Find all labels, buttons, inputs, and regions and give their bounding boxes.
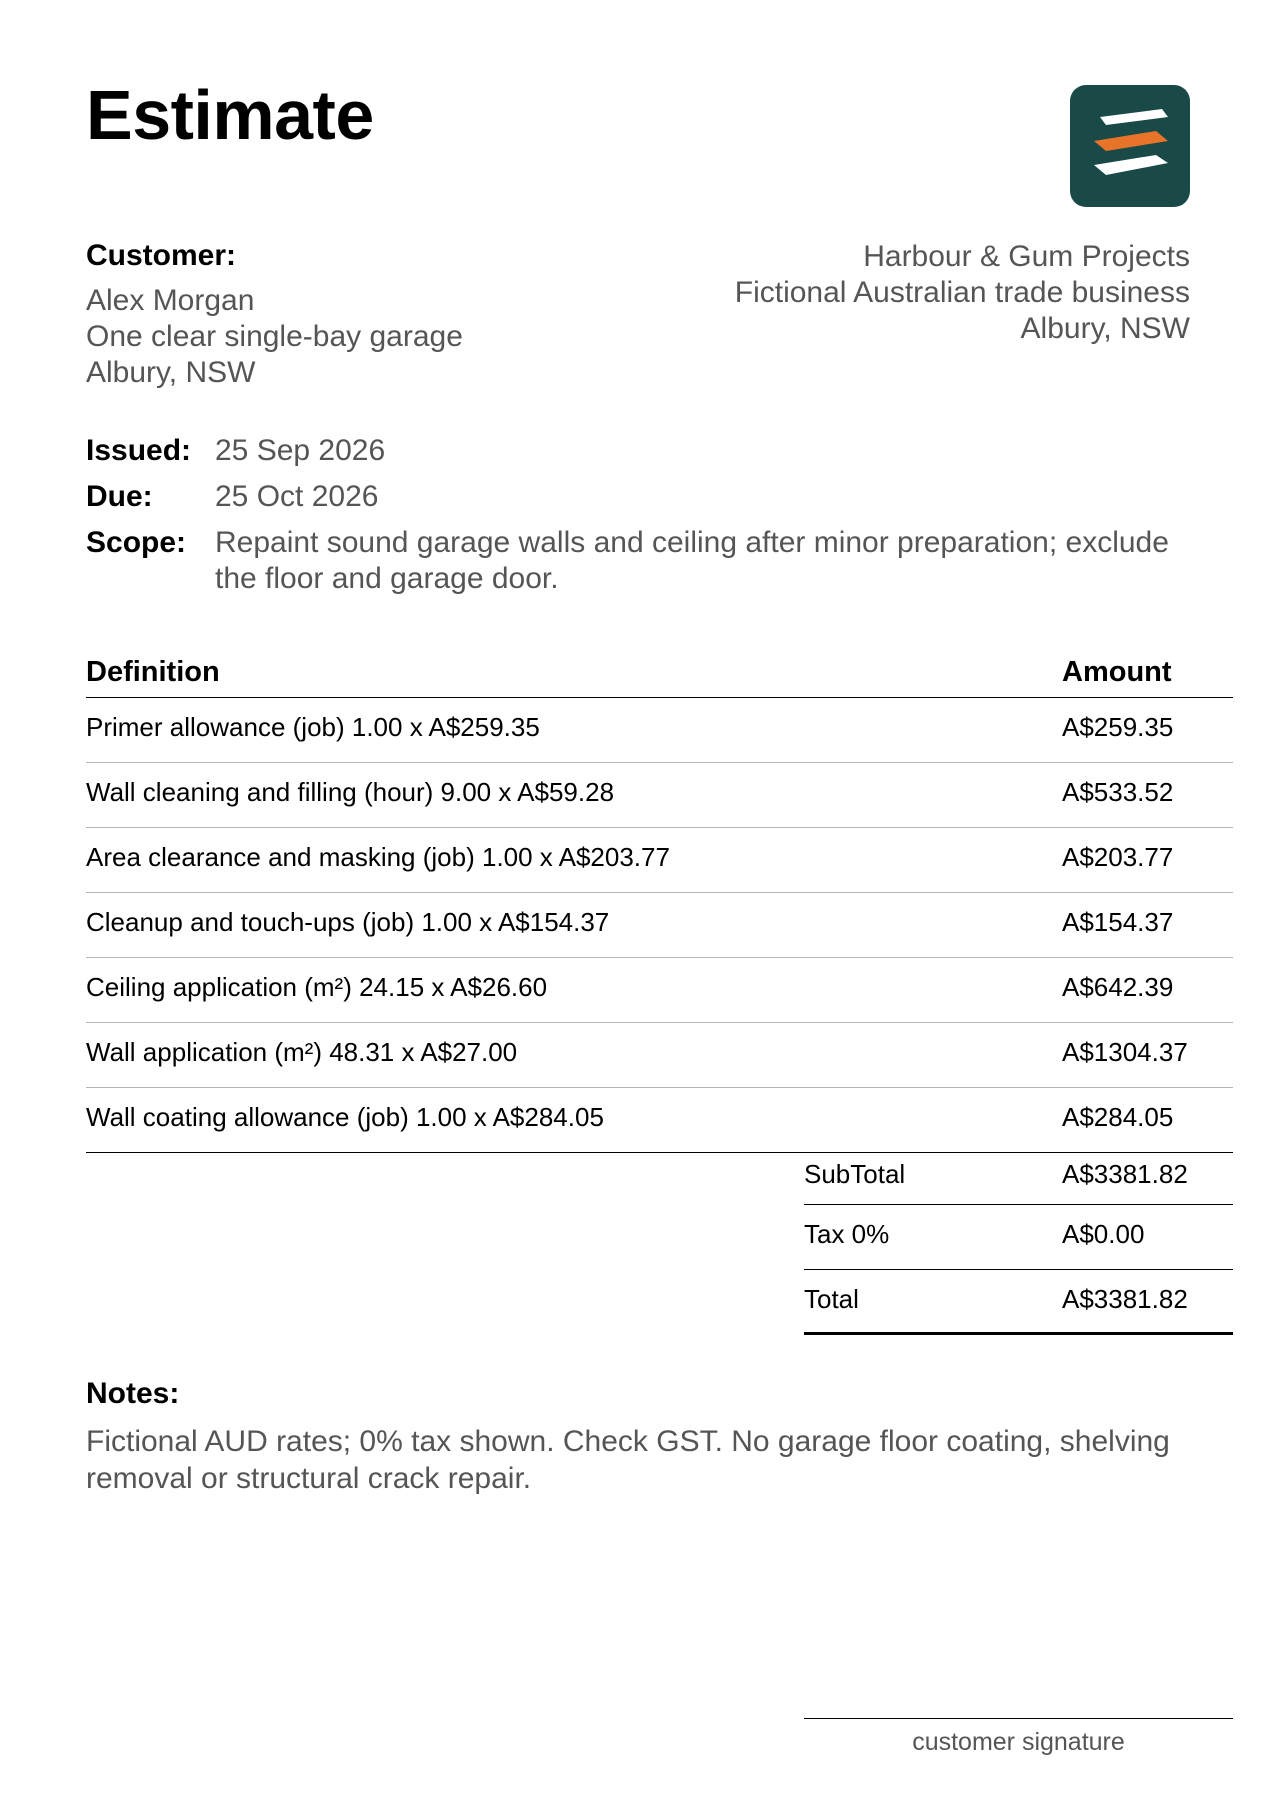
signature-label: customer signature xyxy=(912,1728,1125,1756)
table-row xyxy=(86,1023,1233,1088)
item-amount: A$1304.37 xyxy=(1062,1037,1188,1067)
table-row xyxy=(86,828,1233,893)
item-amount: A$284.05 xyxy=(1062,1102,1174,1132)
total-label: Total xyxy=(804,1284,859,1314)
customer-name: Alex Morgan xyxy=(86,284,255,317)
issued-date: 25 Sep 2026 xyxy=(215,434,386,467)
table-row xyxy=(86,763,1233,828)
logo-stripe-bottom xyxy=(1094,155,1168,175)
business-description: Fictional Australian trade business xyxy=(734,276,1190,309)
item-definition: Wall coating allowance (job) 1.00 x A$284.05 xyxy=(86,1102,604,1132)
total-row xyxy=(804,1270,1233,1335)
customer-property: One clear single-bay garage xyxy=(86,320,463,353)
due-label: Due: xyxy=(86,480,153,513)
totals-section xyxy=(804,1145,1233,1335)
item-amount: A$259.35 xyxy=(1062,712,1174,742)
item-amount: A$533.52 xyxy=(1062,777,1174,807)
item-amount: A$203.77 xyxy=(1062,842,1174,872)
item-definition: Cleanup and touch-ups (job) 1.00 x A$154.37 xyxy=(86,907,610,937)
issued-label: Issued: xyxy=(86,434,192,467)
item-definition: Primer allowance (job) 1.00 x A$259.35 xyxy=(86,712,540,742)
item-definition: Ceiling application (m²) 24.15 x A$26.60 xyxy=(86,972,548,1002)
line-items-table xyxy=(86,698,1233,1153)
due-date: 25 Oct 2026 xyxy=(215,480,379,513)
subtotal-row xyxy=(804,1145,1233,1205)
definition-column-header: Definition xyxy=(86,656,220,688)
due-row xyxy=(86,479,1216,515)
signature-line xyxy=(804,1718,1233,1719)
item-definition: Area clearance and masking (job) 1.00 x A$203.77 xyxy=(86,842,670,872)
subtotal-value: A$3381.82 xyxy=(1062,1159,1188,1189)
logo-stripe-middle xyxy=(1094,131,1168,151)
item-amount: A$154.37 xyxy=(1062,907,1174,937)
page-title: Estimate xyxy=(86,76,374,154)
total-value: A$3381.82 xyxy=(1062,1284,1188,1314)
scope-text: Repaint sound garage walls and ceiling after minor preparation; exclude the floor and garage door. xyxy=(215,526,1169,595)
business-details xyxy=(735,239,1190,347)
company-logo-icon xyxy=(1070,85,1190,207)
tax-value: A$0.00 xyxy=(1062,1219,1145,1249)
item-amount: A$642.39 xyxy=(1062,972,1174,1002)
subtotal-label: SubTotal xyxy=(804,1159,906,1189)
customer-location: Albury, NSW xyxy=(86,356,256,389)
estimate-meta xyxy=(86,433,1216,607)
item-definition: Wall cleaning and filling (hour) 9.00 x A$59.28 xyxy=(86,777,615,807)
table-row xyxy=(86,1088,1233,1153)
table-header xyxy=(86,654,1233,698)
scope-row xyxy=(86,525,1216,597)
tax-row xyxy=(804,1205,1233,1270)
issued-row xyxy=(86,433,1216,469)
table-row xyxy=(86,893,1233,958)
notes-heading: Notes: xyxy=(86,1377,180,1410)
stacked-stripes-logo-icon xyxy=(1070,85,1190,207)
notes-text: Fictional AUD rates; 0% tax shown. Check GST. No garage floor coating, shelving removal or structural crack repair. xyxy=(86,1425,1170,1495)
table-row xyxy=(86,698,1233,763)
amount-column-header: Amount xyxy=(1062,656,1172,688)
customer-details xyxy=(86,283,463,391)
table-row xyxy=(86,958,1233,1023)
business-name: Harbour & Gum Projects xyxy=(863,240,1190,273)
item-definition: Wall application (m²) 48.31 x A$27.00 xyxy=(86,1037,518,1067)
customer-heading: Customer: xyxy=(86,239,237,272)
business-location: Albury, NSW xyxy=(1020,312,1190,345)
logo-stripe-top xyxy=(1100,109,1168,125)
scope-label: Scope: xyxy=(86,526,187,559)
tax-label: Tax 0% xyxy=(804,1219,890,1249)
